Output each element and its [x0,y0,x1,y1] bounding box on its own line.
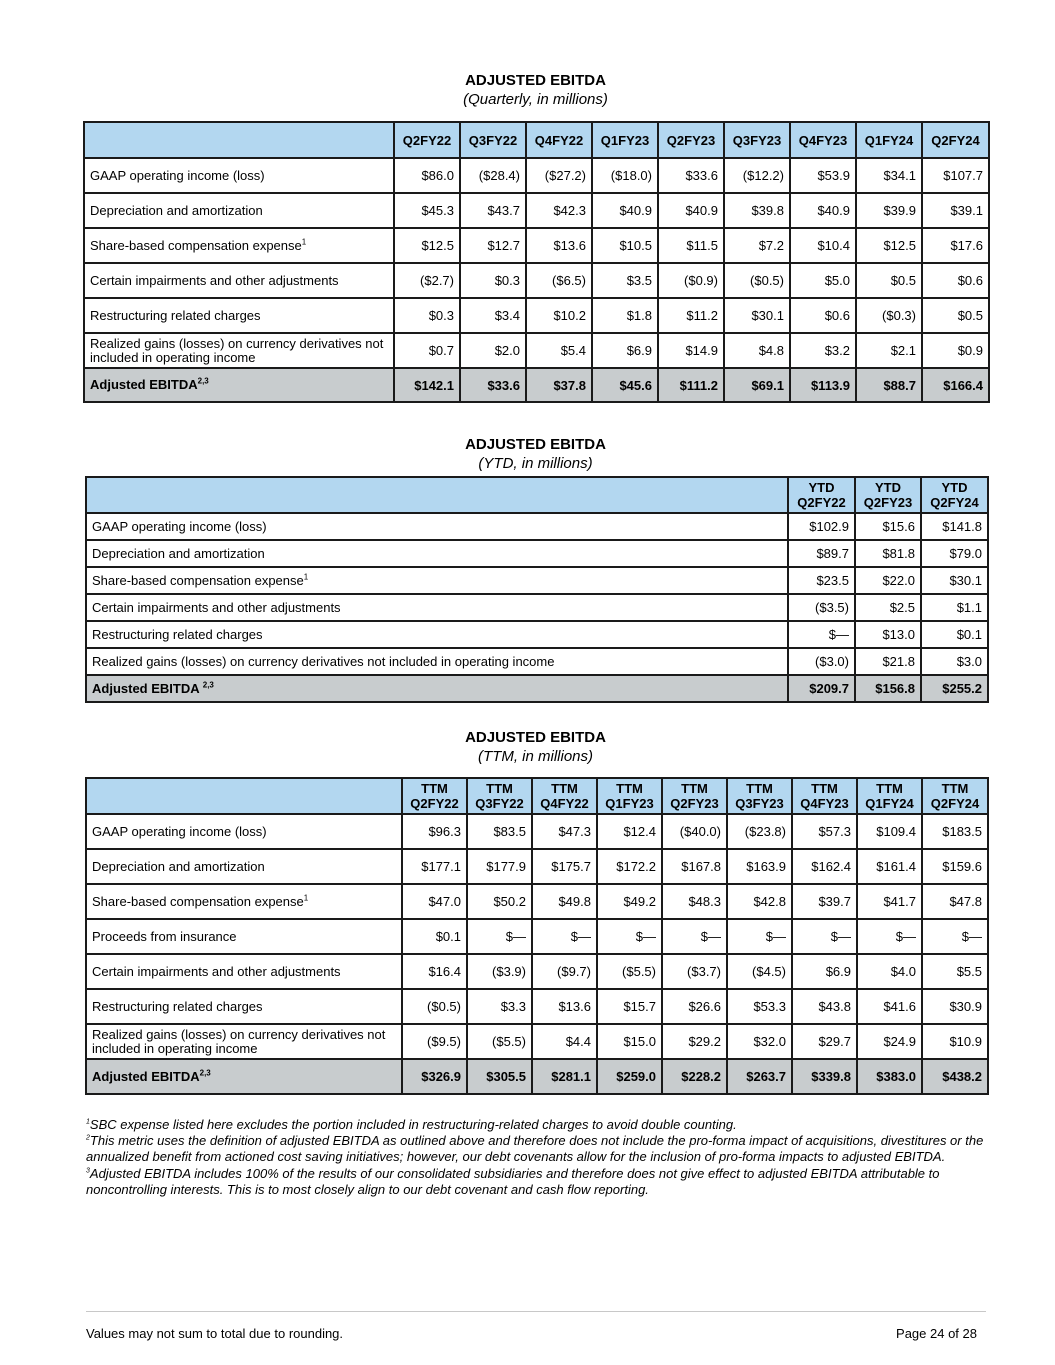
ttm-value-cell: $47.8 [922,884,988,919]
quarterly-column-header: Q4FY23 [790,122,856,158]
ttm-table-row [86,814,988,849]
ttm-value-cell: ($9.5) [402,1024,467,1059]
ytd-value-cell: $2.5 [855,594,921,621]
ytd-subtitle: (YTD, in millions) [478,455,593,472]
ytd-table-row [86,567,988,594]
ttm-value-cell: $49.8 [532,884,597,919]
ytd-value-cell: $13.0 [855,621,921,648]
ttm-value-cell: $— [922,919,988,954]
ttm-value-cell: $26.6 [662,989,727,1024]
ttm-value-cell: $30.9 [922,989,988,1024]
quarterly-column-header: Q1FY23 [592,122,658,158]
ttm-value-cell: $47.0 [402,884,467,919]
ttm-value-cell: $3.3 [467,989,532,1024]
row-label-text: Certain impairments and other adjustments [92,963,341,979]
quarterly-table-row [84,158,989,193]
ttm-column-header-line: TTM [486,781,513,796]
ytd-value-cell: ($3.5) [788,594,855,621]
row-label-text: Certain impairments and other adjustments [90,272,339,288]
ytd-header-blank [86,477,788,513]
row-label-text: GAAP operating income (loss) [92,518,267,534]
quarterly-value-cell: $17.6 [922,228,989,263]
ttm-row-label [86,919,402,954]
quarterly-value-cell: $0.3 [460,263,526,298]
ttm-column-header-line: Q1FY24 [865,796,914,811]
row-label-text: Certain impairments and other adjustments [92,599,341,615]
ttm-value-cell: ($3.9) [467,954,532,989]
ytd-row-label [86,567,788,594]
ttm-value-cell: $57.3 [792,814,857,849]
ttm-value-cell: $383.0 [857,1059,922,1094]
quarterly-table-row [84,193,989,228]
quarterly-value-cell: $13.6 [526,228,592,263]
row-label-text: Restructuring related charges [90,307,261,323]
ttm-value-cell: $— [857,919,922,954]
ttm-table-row [86,954,988,989]
row-label-text: Adjusted EBITDA [92,680,203,696]
ttm-column-header-line: Q4FY22 [540,796,589,811]
quarterly-column-header: Q1FY24 [856,122,922,158]
ttm-value-cell: $438.2 [922,1059,988,1094]
ytd-value-cell: $15.6 [855,513,921,540]
ttm-value-cell: $305.5 [467,1059,532,1094]
quarterly-value-cell: $142.1 [394,368,460,402]
ytd-value-cell: $79.0 [921,540,988,567]
ttm-value-cell: ($9.7) [532,954,597,989]
quarterly-value-cell: ($2.7) [394,263,460,298]
quarterly-value-cell: $53.9 [790,158,856,193]
ytd-ebitda-table [85,476,989,703]
ttm-value-cell: $10.9 [922,1024,988,1059]
ttm-column-header-line: TTM [616,781,643,796]
ttm-value-cell: ($23.8) [727,814,792,849]
footnote-ref: 2,3 [197,376,209,386]
quarterly-row-label [84,263,394,298]
footnote-ref: 1 [303,893,309,903]
ttm-value-cell: ($4.5) [727,954,792,989]
ttm-column-header [662,778,727,814]
footnote-3: $^3$Adjusted EBITDA includes 100% of the results of our consolidated subsidiaries and therefore does not give effect to adjusted EBITDA attributable to noncontrolling interests. This is to most closely align to our debt covenant and cash flow reporting. [86,1165,940,1197]
quarterly-value-cell: $10.5 [592,228,658,263]
quarterly-value-cell: $7.2 [724,228,790,263]
quarterly-row-label [84,298,394,333]
ytd-value-cell: ($3.0) [788,648,855,675]
quarterly-table-row [84,333,989,368]
footnote-1: $^1$SBC expense listed here excludes the portion included in restructuring-related charges to avoid double counting. [86,1117,737,1132]
ttm-value-cell: $175.7 [532,849,597,884]
ttm-row-label [86,884,402,919]
ytd-table-row [86,540,988,567]
ytd-column-header [855,477,921,513]
ttm-value-cell: $— [597,919,662,954]
ttm-table-row [86,884,988,919]
ttm-column-header-line: TTM [746,781,773,796]
ttm-value-cell: $13.6 [532,989,597,1024]
ytd-row-label [86,513,788,540]
row-label-text: Realized gains (losses) on currency derivatives not included in operating income [92,1026,386,1056]
row-label-text: Realized gains (losses) on currency derivatives not included in operating income [92,653,555,669]
row-label-text: Restructuring related charges [92,626,263,642]
ttm-value-cell: $— [792,919,857,954]
ttm-value-cell: $326.9 [402,1059,467,1094]
ytd-row-label [86,675,788,702]
ytd-value-cell: $1.1 [921,594,988,621]
ttm-value-cell: ($3.7) [662,954,727,989]
row-label-text: Depreciation and amortization [92,545,265,561]
ttm-value-cell: $50.2 [467,884,532,919]
quarterly-row-label [84,158,394,193]
ttm-value-cell: $339.8 [792,1059,857,1094]
ttm-value-cell: $— [727,919,792,954]
ttm-column-header-line: TTM [421,781,448,796]
ttm-column-header [532,778,597,814]
ttm-value-cell: $41.6 [857,989,922,1024]
footnotes [86,1117,986,1198]
ttm-row-label [86,849,402,884]
quarterly-value-cell: $0.5 [856,263,922,298]
ytd-value-cell: $3.0 [921,648,988,675]
quarterly-table-row [84,298,989,333]
ttm-value-cell: ($40.0) [662,814,727,849]
footnote-ref: 1 [301,237,307,247]
ttm-column-header-line: Q2FY23 [670,796,719,811]
ttm-column-header-line: Q2FY24 [930,796,980,811]
quarterly-column-header: Q2FY24 [922,122,989,158]
row-label-text: Restructuring related charges [92,998,263,1014]
ttm-value-cell: ($5.5) [597,954,662,989]
ttm-value-cell: $172.2 [597,849,662,884]
quarterly-value-cell: $111.2 [658,368,724,402]
quarterly-value-cell: $88.7 [856,368,922,402]
quarterly-value-cell: $3.4 [460,298,526,333]
quarterly-column-header: Q2FY22 [394,122,460,158]
row-label-text: Adjusted EBITDA [92,1068,200,1084]
ttm-value-cell: $177.1 [402,849,467,884]
quarterly-value-cell: $30.1 [724,298,790,333]
ttm-column-header-line: TTM [681,781,708,796]
quarterly-column-header: Q4FY22 [526,122,592,158]
footnote-2: $^2$This metric uses the definition of adjusted EBITDA as outlined above and therefore does not include the pro-forma impact of acquisitions, divestitures or the annualized benefit from actioned cost saving initiatives; however, our debt covenants allow for the inclusion of pro-forma impacts to adjusted EBITDA. [86,1133,984,1165]
quarterly-value-cell: $39.8 [724,193,790,228]
ttm-value-cell: $5.5 [922,954,988,989]
quarterly-header-row [84,122,989,158]
ttm-subtitle: (TTM, in millions) [478,748,593,765]
quarterly-value-cell: $33.6 [460,368,526,402]
quarterly-value-cell: $0.7 [394,333,460,368]
quarterly-value-cell: $12.7 [460,228,526,263]
ytd-value-cell: $22.0 [855,567,921,594]
quarterly-value-cell: $45.6 [592,368,658,402]
quarterly-value-cell: $2.1 [856,333,922,368]
ttm-value-cell: $29.2 [662,1024,727,1059]
quarterly-value-cell: $3.2 [790,333,856,368]
quarterly-value-cell: $0.5 [922,298,989,333]
ttm-row-label [86,1059,402,1094]
ytd-header-row [86,477,988,513]
ytd-value-cell: $21.8 [855,648,921,675]
row-label-text: Depreciation and amortization [92,858,265,874]
ttm-table-row [86,919,988,954]
ttm-header-row [86,778,988,814]
ttm-value-cell: $41.7 [857,884,922,919]
quarterly-section-title [0,71,1055,109]
row-label-text: GAAP operating income (loss) [92,823,267,839]
ttm-table-row [86,989,988,1024]
quarterly-header-blank [84,122,394,158]
ttm-value-cell: $6.9 [792,954,857,989]
ttm-ebitda-table [85,777,989,1095]
footer-divider [86,1311,986,1312]
ytd-value-cell: $102.9 [788,513,855,540]
ttm-value-cell: $32.0 [727,1024,792,1059]
quarterly-column-header: Q3FY22 [460,122,526,158]
quarterly-value-cell: $1.8 [592,298,658,333]
ttm-value-cell: ($5.5) [467,1024,532,1059]
row-label-text: Share-based compensation expense [90,237,302,253]
ytd-column-header-line: Q2FY23 [863,495,913,510]
quarterly-value-cell: $69.1 [724,368,790,402]
ytd-value-cell: $209.7 [788,675,855,702]
ttm-value-cell: $167.8 [662,849,727,884]
quarterly-value-cell: $12.5 [394,228,460,263]
quarterly-value-cell: $11.5 [658,228,724,263]
ttm-value-cell: $0.1 [402,919,467,954]
ytd-column-header-line: YTD [941,480,968,495]
ytd-column-header [921,477,988,513]
ytd-row-label [86,621,788,648]
quarterly-value-cell: $0.3 [394,298,460,333]
row-label-text: Adjusted EBITDA [90,377,198,392]
quarterly-total-row [84,368,989,402]
quarterly-value-cell: ($6.5) [526,263,592,298]
ttm-value-cell: $228.2 [662,1059,727,1094]
ttm-value-cell: $109.4 [857,814,922,849]
ytd-column-header [788,477,855,513]
row-label-text: GAAP operating income (loss) [90,167,265,183]
ytd-title: ADJUSTED EBITDA [465,436,606,453]
ytd-row-label [86,594,788,621]
ytd-column-header-line: Q2FY22 [797,495,846,510]
ttm-column-header [792,778,857,814]
ttm-column-header [922,778,988,814]
quarterly-value-cell: ($0.3) [856,298,922,333]
ttm-value-cell: $53.3 [727,989,792,1024]
ttm-column-header-line: TTM [941,781,969,796]
quarterly-table-row [84,228,989,263]
ttm-column-header [857,778,922,814]
ytd-column-header-line: YTD [875,480,901,495]
ttm-value-cell: $15.0 [597,1024,662,1059]
ttm-column-header-line: Q2FY22 [410,796,459,811]
ttm-value-cell: $259.0 [597,1059,662,1094]
quarterly-value-cell: $45.3 [394,193,460,228]
ttm-value-cell: $— [662,919,727,954]
quarterly-value-cell: ($0.9) [658,263,724,298]
ttm-section-title [0,728,1055,766]
quarterly-value-cell: $0.9 [922,333,989,368]
ttm-column-header-line: Q1FY23 [605,796,654,811]
ttm-value-cell: $39.7 [792,884,857,919]
quarterly-value-cell: ($12.2) [724,158,790,193]
ttm-value-cell: $15.7 [597,989,662,1024]
ttm-column-header-line: Q4FY23 [800,796,849,811]
row-label-text: Share-based compensation expense [92,893,304,909]
ttm-row-label [86,1024,402,1059]
ttm-title: ADJUSTED EBITDA [465,729,606,746]
quarterly-column-header: Q2FY23 [658,122,724,158]
row-label-text: Share-based compensation expense [92,572,304,588]
ttm-row-label [86,814,402,849]
ytd-row-label [86,648,788,675]
ttm-value-cell: $43.8 [792,989,857,1024]
quarterly-value-cell: $0.6 [922,263,989,298]
ytd-column-header-line: Q2FY24 [930,495,979,510]
ttm-value-cell: $83.5 [467,814,532,849]
ttm-table-row [86,1024,988,1059]
footnote-ref: 2,3 [199,1068,211,1078]
ttm-value-cell: $29.7 [792,1024,857,1059]
quarterly-title: ADJUSTED EBITDA [465,72,606,89]
ttm-value-cell: $12.4 [597,814,662,849]
ttm-column-header [597,778,662,814]
ttm-value-cell: $96.3 [402,814,467,849]
quarterly-value-cell: $39.9 [856,193,922,228]
quarterly-value-cell: $10.2 [526,298,592,333]
ytd-section-title [0,435,1055,473]
ttm-value-cell: $42.8 [727,884,792,919]
footnote-ref: 1 [303,572,309,582]
ttm-value-cell: ($0.5) [402,989,467,1024]
quarterly-value-cell: $4.8 [724,333,790,368]
ttm-column-header [467,778,532,814]
ttm-value-cell: $49.2 [597,884,662,919]
quarterly-value-cell: $0.6 [790,298,856,333]
quarterly-value-cell: $14.9 [658,333,724,368]
ttm-column-header-line: TTM [811,781,838,796]
quarterly-row-label [84,228,394,263]
quarterly-value-cell: $37.8 [526,368,592,402]
quarterly-value-cell: $40.9 [790,193,856,228]
footnote-ref: 2,3 [202,680,214,690]
quarterly-value-cell: $2.0 [460,333,526,368]
quarterly-value-cell: $34.1 [856,158,922,193]
quarterly-row-label [84,193,394,228]
ttm-row-label [86,989,402,1024]
quarterly-value-cell: $5.0 [790,263,856,298]
quarterly-value-cell: $40.9 [592,193,658,228]
quarterly-value-cell: $33.6 [658,158,724,193]
ytd-value-cell: $156.8 [855,675,921,702]
ytd-value-cell: $81.8 [855,540,921,567]
page-number: Page 24 of 28 [896,1326,977,1341]
ttm-row-label [86,954,402,989]
quarterly-row-label [84,368,394,402]
ttm-column-header-line: Q3FY22 [475,796,524,811]
ytd-value-cell: $141.8 [921,513,988,540]
quarterly-value-cell: $107.7 [922,158,989,193]
ytd-value-cell: $0.1 [921,621,988,648]
ttm-value-cell: $161.4 [857,849,922,884]
quarterly-value-cell: $113.9 [790,368,856,402]
ttm-column-header-line: TTM [876,781,903,796]
quarterly-value-cell: $6.9 [592,333,658,368]
quarterly-value-cell: $3.5 [592,263,658,298]
quarterly-value-cell: $42.3 [526,193,592,228]
ytd-total-row [86,675,988,702]
ttm-column-header [727,778,792,814]
ttm-column-header-line: TTM [551,781,578,796]
ttm-column-header-line: Q3FY23 [735,796,784,811]
ttm-value-cell: $47.3 [532,814,597,849]
quarterly-value-cell: $40.9 [658,193,724,228]
ttm-column-header [402,778,467,814]
ttm-value-cell: $24.9 [857,1024,922,1059]
quarterly-value-cell: $86.0 [394,158,460,193]
quarterly-value-cell: $43.7 [460,193,526,228]
ytd-value-cell: $23.5 [788,567,855,594]
ytd-column-header-line: YTD [808,480,835,495]
ttm-table-row [86,849,988,884]
quarterly-table-row [84,263,989,298]
quarterly-value-cell: ($28.4) [460,158,526,193]
ttm-value-cell: $183.5 [922,814,988,849]
ytd-value-cell: $255.2 [921,675,988,702]
ytd-value-cell: $— [788,621,855,648]
ttm-total-row [86,1059,988,1094]
row-label-text: Proceeds from insurance [92,928,237,944]
rounding-note: Values may not sum to total due to rounding. [86,1326,344,1341]
quarterly-value-cell: $10.4 [790,228,856,263]
quarterly-ebitda-table [83,121,990,403]
ttm-value-cell: $263.7 [727,1059,792,1094]
quarterly-row-label [84,333,394,368]
quarterly-value-cell: $12.5 [856,228,922,263]
ytd-row-label [86,540,788,567]
quarterly-value-cell: $39.1 [922,193,989,228]
ytd-value-cell: $89.7 [788,540,855,567]
quarterly-value-cell: $5.4 [526,333,592,368]
ytd-table-row [86,621,988,648]
ttm-value-cell: $162.4 [792,849,857,884]
quarterly-value-cell: ($27.2) [526,158,592,193]
quarterly-column-header: Q3FY23 [724,122,790,158]
ttm-value-cell: $163.9 [727,849,792,884]
ttm-value-cell: $— [532,919,597,954]
ytd-table-row [86,513,988,540]
ttm-header-blank [86,778,402,814]
quarterly-value-cell: $166.4 [922,368,989,402]
ytd-table-row [86,648,988,675]
ttm-value-cell: $48.3 [662,884,727,919]
ttm-value-cell: $— [467,919,532,954]
ttm-value-cell: $4.4 [532,1024,597,1059]
quarterly-value-cell: ($0.5) [724,263,790,298]
row-label-text: Realized gains (losses) on currency derivatives not included in operating income [90,335,384,365]
quarterly-value-cell: $11.2 [658,298,724,333]
ytd-value-cell: $30.1 [921,567,988,594]
ttm-value-cell: $177.9 [467,849,532,884]
ytd-table-row [86,594,988,621]
ttm-value-cell: $159.6 [922,849,988,884]
ttm-value-cell: $281.1 [532,1059,597,1094]
quarterly-subtitle: (Quarterly, in millions) [463,91,608,108]
ttm-value-cell: $4.0 [857,954,922,989]
ttm-value-cell: $16.4 [402,954,467,989]
quarterly-value-cell: ($18.0) [592,158,658,193]
row-label-text: Depreciation and amortization [90,202,263,218]
